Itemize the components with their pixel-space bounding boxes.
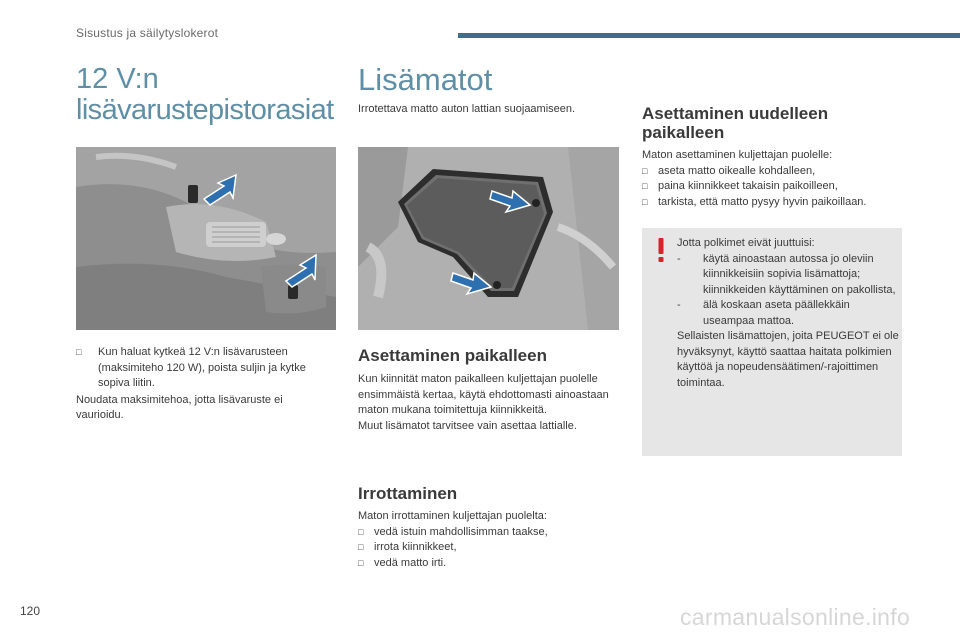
warning-box xyxy=(642,228,902,456)
fitting-text: Kun kiinnität maton paikalleen kuljettajan puolelle ensimmäistä kertaa, käytä ehdottomasti ainoastaan maton mukana toimitettuja kiinnikkeitä. xyxy=(358,373,609,416)
floor-mat-illustration xyxy=(358,147,619,330)
console-illustration xyxy=(76,147,336,330)
refit-heading-line2: paikalleen xyxy=(642,123,725,142)
header-accent-bar xyxy=(458,33,960,38)
list-item: □ tarkista, että matto pysyy hyvin paikoillaan. xyxy=(642,195,912,211)
bullet-icon: □ xyxy=(358,542,364,552)
list-item: □ paina kiinnikkeet takaisin paikoilleen, xyxy=(642,179,912,195)
mats-title: Lisämatot xyxy=(358,62,493,97)
socket-title-line1: 12 V:n xyxy=(76,63,159,95)
removal-intro: Maton irrottaminen kuljettajan puolelta: xyxy=(358,510,547,522)
warning-text: Sellaisten lisämattojen, joita PEUGEOT ei ole hyväksynyt, käyttö saattaa haitata polkimien käyttöä ja nopeudensäätimen/-rajoittimen toimintaa. xyxy=(677,330,899,389)
warning-icon xyxy=(655,238,667,264)
page-number: 120 xyxy=(20,604,41,618)
watermark: carmanualsonline.info xyxy=(680,604,911,630)
refit-block xyxy=(642,148,912,210)
bullet-icon: □ xyxy=(358,557,364,568)
dash-icon: - xyxy=(677,299,681,311)
bullet-icon: □ xyxy=(76,347,82,357)
fitting-heading: Asettaminen paikalleen xyxy=(358,346,547,365)
list-item: □ vedä matto irti. xyxy=(358,556,613,572)
refit-intro: Maton asettaminen kuljettajan puolelle: xyxy=(642,149,833,161)
socket-note: Noudata maksimitehoa, jotta lisävaruste ei vaurioidu. xyxy=(76,393,283,421)
fitting-text2: Muut lisämatot tarvitsee vain asettaa lattialle. xyxy=(358,419,577,432)
list-item: □ irrota kiinnikkeet, xyxy=(358,540,613,556)
refit-heading-line1: Asettaminen uudelleen xyxy=(642,104,829,123)
removal-heading: Irrottaminen xyxy=(358,484,458,503)
floor-mat-photo xyxy=(358,147,619,330)
socket-title-line2: lisävarustepistorasiat xyxy=(76,94,334,126)
section-title: Sisustus ja säilytyslokerot xyxy=(76,26,219,40)
warning-content xyxy=(677,236,899,391)
socket-photo xyxy=(76,147,336,330)
bullet-icon: □ xyxy=(642,196,648,207)
bullet-icon: □ xyxy=(358,526,364,537)
bullet-icon: □ xyxy=(642,165,648,176)
fitting-text-block xyxy=(358,372,613,434)
socket-title xyxy=(76,64,346,126)
warning-intro: Jotta polkimet eivät juuttuisi: xyxy=(677,237,815,249)
dash-icon: - xyxy=(677,252,681,265)
refit-heading xyxy=(642,104,902,142)
list-item: - käytä ainoastaan autossa jo oleviin kiinnikkeisiin sopivia lisämattoja; kiinnikkeiden käyttäminen on pakollista, xyxy=(677,252,896,296)
removal-block xyxy=(358,509,613,571)
list-item: □ aseta matto oikealle kohdalleen, xyxy=(642,164,912,180)
mats-intro: Irrotettava matto auton lattian suojaamiseen. xyxy=(358,103,576,115)
socket-text xyxy=(76,345,316,424)
bullet-icon: □ xyxy=(642,181,648,191)
socket-bullet: □ Kun haluat kytkeä 12 V:n lisävarusteen (maksimiteho 120 W), poista suljin ja kytke sopiva liitin. xyxy=(76,346,306,389)
list-item: □ vedä istuin mahdollisimman taakse, xyxy=(358,525,613,541)
list-item: - älä koskaan aseta päällekkäin useampaa mattoa. xyxy=(677,299,850,327)
